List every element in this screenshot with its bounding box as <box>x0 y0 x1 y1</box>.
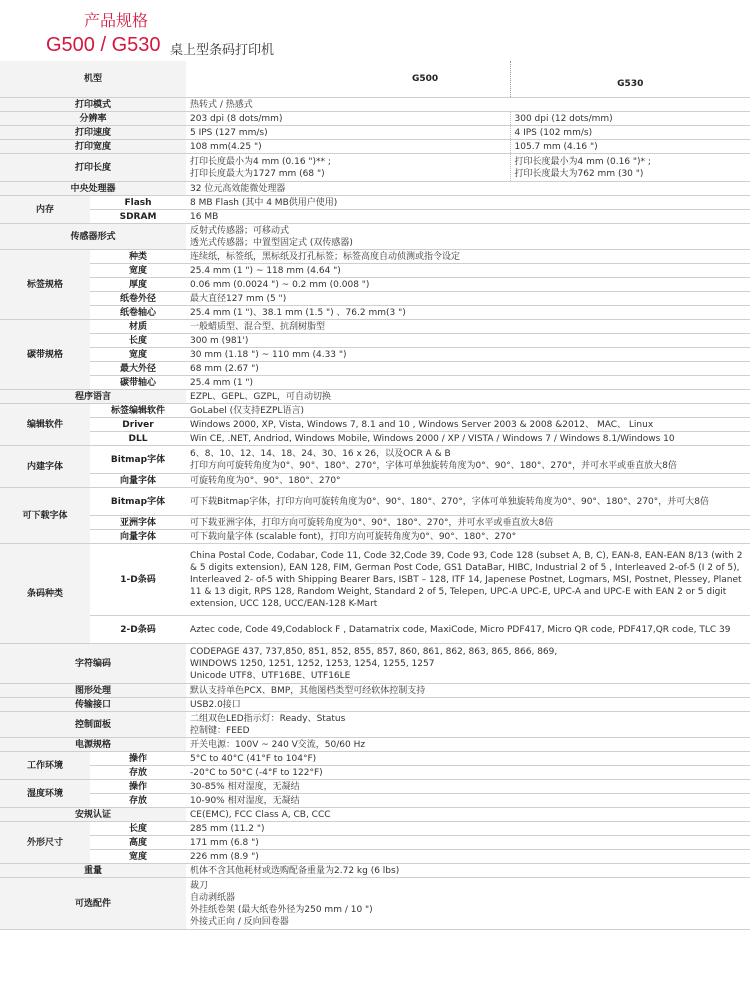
group-label: 内建字体 <box>0 446 90 488</box>
row-value <box>186 712 750 738</box>
page-title: 产品规格 <box>84 11 149 30</box>
sub-label: 操作 <box>90 752 186 766</box>
row-label: 打印长度 <box>0 154 186 182</box>
table-row <box>0 140 750 154</box>
row-label: 控制面板 <box>0 712 186 738</box>
table-row <box>0 850 750 864</box>
sub-label: 种类 <box>90 250 186 264</box>
row-label: 中央处理器 <box>0 182 186 196</box>
sub-label: 亚洲字体 <box>90 516 186 530</box>
table-row <box>0 278 750 292</box>
g530-value: 4 IPS (102 mm/s) <box>510 126 750 140</box>
g500-value: 203 dpi (8 dots/mm) <box>190 113 283 124</box>
row-value: Windows 2000, XP, Vista, Windows 7, 8.1 and 10 , Windows Server 2003 & 2008 &2012、 MAC、 Linux <box>190 419 654 430</box>
sub-label: 1-D条码 <box>90 544 186 616</box>
line: 反射式传感器；可移动式 <box>190 225 290 236</box>
line: Unicode UTF8、UTF16BE、UTF16LE <box>190 670 351 681</box>
table-row <box>0 306 750 320</box>
row-value: Win CE, .NET, Andriod, Windows Mobile, Windows 2000 / XP / VISTA / Windows 7 / Windows 8.1/Windows 10 <box>190 433 675 444</box>
sub-label: 存放 <box>90 794 186 808</box>
row-value: 30 mm (1.18 ") ~ 110 mm (4.33 ") <box>190 349 347 360</box>
row-value: 300 m (981') <box>190 335 249 346</box>
table-row <box>0 210 750 224</box>
row-label: 重量 <box>0 864 186 878</box>
table-row <box>0 264 750 278</box>
g500-value: 108 mm(4.25 ") <box>190 141 262 152</box>
sub-label: 厚度 <box>90 278 186 292</box>
table-header-row <box>0 61 750 98</box>
row-value: 25.4 mm (1 ") <box>190 377 254 388</box>
row-value <box>186 446 750 474</box>
row-value: 可下载亚洲字体，打印方向可旋转角度为0°、90°、180°、270°，并可水平或垂直放大8倍 <box>190 517 554 528</box>
table-row <box>0 362 750 376</box>
row-value: 30-85% 相对湿度，无凝结 <box>190 781 300 792</box>
row-value: 可旋转角度为0°、90°、180°、270° <box>190 475 341 486</box>
row-value: CE(EMC), FCC Class A, CB, CCC <box>190 809 331 820</box>
table-row <box>0 530 750 544</box>
line: 裁刀 <box>190 880 209 891</box>
sub-label: 存放 <box>90 766 186 780</box>
table-row <box>0 112 750 126</box>
table-row <box>0 334 750 348</box>
group-label: 湿度环境 <box>0 780 90 808</box>
g500-header: G500 <box>186 61 510 98</box>
table-row <box>0 418 750 432</box>
sub-label: 材质 <box>90 320 186 334</box>
table-row <box>0 644 750 684</box>
group-label: 标签规格 <box>0 250 90 320</box>
row-value: 171 mm (6.8 ") <box>190 837 259 848</box>
sub-label: 最大外径 <box>90 362 186 376</box>
sub-label: Bitmap字体 <box>90 446 186 474</box>
g530-value: 300 dpi (12 dots/mm) <box>510 112 750 126</box>
g500-value <box>186 154 510 182</box>
row-value <box>186 878 750 930</box>
line: 自动剥纸器 <box>190 892 236 903</box>
row-value: 226 mm (8.9 ") <box>190 851 259 862</box>
product-subtitle: 桌上型条码打印机 <box>170 43 275 58</box>
sub-label: Driver <box>90 418 186 432</box>
spec-table <box>0 61 750 930</box>
g530-header: G530 <box>617 79 644 89</box>
row-label: 可选配件 <box>0 878 186 930</box>
sub-label: 碳带轴心 <box>90 376 186 390</box>
row-label: 图形处理 <box>0 684 186 698</box>
row-value: 25.4 mm (1 ") ~ 118 mm (4.64 ") <box>190 265 341 276</box>
sub-label: 高度 <box>90 836 186 850</box>
row-label: 打印速度 <box>0 126 186 140</box>
sub-label: 长度 <box>90 334 186 348</box>
model-name: G500 / G530 <box>46 34 161 56</box>
sub-label: 纸卷轴心 <box>90 306 186 320</box>
table-row <box>0 196 750 210</box>
g530-value: 105.7 mm (4.16 ") <box>510 140 750 154</box>
row-value: China Postal Code, Codabar, Code 11, Code 32,Code 39, Code 93, Code 128 (subset A, B, C), EAN-8, EAN-EAN 8/13 (with 2 & 5 digits extension), EAN 128, FIM, German Post Code, GS1 DataBar, HIBC, Industrial 2 of 5 , Interleaved 2-of-5 (I 2 of 5), Interleaved 2- of-5 with Shipping Bearer Bars, ISBT – 128, ITF 14, Japenese Postnet, Logmars, MSI, Postnet, Plessey, Planet 11 & 13 digit, RPS 128, Random Weight, Standard 2 of 5, Telepen, UPC-A UPC-E, UPC-A and UPC-E with EAN 2 or 5 digit extension, UCC 128, UCC/EAN-128 K-Mart <box>190 550 743 609</box>
row-label: 分辨率 <box>0 112 186 126</box>
table-row <box>0 292 750 306</box>
row-value: 8 MB Flash (其中 4 MB供用户使用) <box>190 197 338 208</box>
row-value: 连续纸，标签纸，黑标纸及打孔标签；标签高度自动侦测或指令设定 <box>190 251 461 262</box>
group-label: 碳带规格 <box>0 320 90 390</box>
line: 打印长度最小为4 mm (0.16 ")* ; <box>514 156 651 167</box>
sub-label: Flash <box>90 196 186 210</box>
table-row <box>0 544 750 616</box>
sub-label: 宽度 <box>90 850 186 864</box>
row-value: 285 mm (11.2 ") <box>190 823 265 834</box>
sub-label: 宽度 <box>90 264 186 278</box>
sub-label: Bitmap字体 <box>90 488 186 516</box>
g530-value <box>510 154 750 182</box>
group-label: 外形尺寸 <box>0 822 90 864</box>
table-row <box>0 488 750 516</box>
row-value: 可下载向量字体 (scalable font)，打印方向可旋转角度为0°、90°、180°、270° <box>190 531 517 542</box>
line: CODEPAGE 437, 737,850, 851, 852, 855, 857, 860, 861, 862, 863, 865, 866, 869, <box>190 646 558 657</box>
table-row <box>0 474 750 488</box>
table-row <box>0 698 750 712</box>
table-row <box>0 98 750 112</box>
sub-label: 长度 <box>90 822 186 836</box>
g500-value: 5 IPS (127 mm/s) <box>190 127 268 138</box>
row-value: USB2.0接口 <box>190 699 241 710</box>
sub-label: 向量字体 <box>90 530 186 544</box>
row-label: 安规认证 <box>0 808 186 822</box>
table-row <box>0 616 750 644</box>
line: 打印长度最大为762 mm (30 ") <box>514 168 644 179</box>
line: 打印长度最大为1727 mm (68 ") <box>190 168 325 179</box>
row-value: EZPL、GEPL、GZPL，可自动切换 <box>190 391 331 402</box>
line: 外挂纸卷架 (最大纸卷外径为250 mm / 10 ") <box>190 904 373 915</box>
sub-label: SDRAM <box>90 210 186 224</box>
row-value: 默认支持单色PCX、BMP，其他图档类型可经软体控制支持 <box>190 685 426 696</box>
table-row <box>0 836 750 850</box>
row-label: 传输接口 <box>0 698 186 712</box>
sub-label: 纸卷外径 <box>90 292 186 306</box>
table-row <box>0 126 750 140</box>
table-row <box>0 808 750 822</box>
table-row <box>0 864 750 878</box>
row-value: 25.4 mm (1 ")、38.1 mm (1.5 ") 、76.2 mm(3 ") <box>190 307 406 318</box>
row-label: 程序语言 <box>0 390 186 404</box>
sub-label: 向量字体 <box>90 474 186 488</box>
line: WINDOWS 1250, 1251, 1252, 1253, 1254, 1255, 1257 <box>190 658 435 669</box>
table-row <box>0 250 750 264</box>
table-row <box>0 780 750 794</box>
sub-label: 标签编辑软件 <box>90 404 186 418</box>
sub-label: 2-D条码 <box>90 616 186 644</box>
table-row <box>0 822 750 836</box>
row-value <box>186 224 750 250</box>
group-label: 条码种类 <box>0 544 90 644</box>
group-label: 工作环境 <box>0 752 90 780</box>
line: 6、8、10、12、14、18、24、30、16 x 26，以及OCR A & B <box>190 448 451 459</box>
row-value: 32 位元高效能微处理器 <box>190 183 286 194</box>
row-value: 0.06 mm (0.0024 ") ~ 0.2 mm (0.008 ") <box>190 279 370 290</box>
line: 外接式正向 / 反向回卷器 <box>190 916 289 927</box>
row-value: 16 MB <box>190 211 219 222</box>
group-label: 内存 <box>0 196 90 224</box>
table-row <box>0 320 750 334</box>
sub-label: DLL <box>90 432 186 446</box>
table-row <box>0 154 750 182</box>
row-value: 68 mm (2.67 ") <box>190 363 259 374</box>
row-value: Aztec code, Code 49,Codablock F , Datamatrix code, MaxiCode, Micro PDF417, Micro QR code, PDF417,QR code, TLC 39 <box>190 624 731 635</box>
table-row <box>0 446 750 474</box>
table-row <box>0 878 750 930</box>
table-row <box>0 404 750 418</box>
line: 打印长度最小为4 mm (0.16 ")** ; <box>190 156 331 167</box>
row-label: 打印宽度 <box>0 140 186 154</box>
sub-label: 操作 <box>90 780 186 794</box>
table-row <box>0 348 750 362</box>
table-row <box>0 738 750 752</box>
row-value: 机体不含其他耗材或选购配备重量为2.72 kg (6 lbs) <box>190 865 400 876</box>
table-row <box>0 752 750 766</box>
row-value: -20°C to 50°C (-4°F to 122°F) <box>190 767 323 778</box>
table-row <box>0 712 750 738</box>
sub-label: 宽度 <box>90 348 186 362</box>
row-value: 5°C to 40°C (41°F to 104°F) <box>190 753 317 764</box>
table-row <box>0 376 750 390</box>
line: 透光式传感器；中置型固定式 (双传感器) <box>190 237 353 248</box>
row-label: 传感器形式 <box>0 224 186 250</box>
table-row <box>0 432 750 446</box>
table-row <box>0 224 750 250</box>
row-value: GoLabel (仅支持EZPL语言) <box>190 405 304 416</box>
table-row <box>0 794 750 808</box>
table-row <box>0 766 750 780</box>
table-row <box>0 182 750 196</box>
group-label: 可下载字体 <box>0 488 90 544</box>
row-value <box>186 644 750 684</box>
table-row <box>0 516 750 530</box>
row-value: 一般蜡质型、混合型、抗刮树脂型 <box>190 321 326 332</box>
row-value: 热转式 / 热感式 <box>190 99 253 110</box>
row-label: 电源规格 <box>0 738 186 752</box>
row-value: 10-90% 相对湿度，无凝结 <box>190 795 300 806</box>
row-label: 打印模式 <box>0 98 186 112</box>
row-label: 字符编码 <box>0 644 186 684</box>
line: 二组双色LED指示灯：Ready、Status <box>190 713 346 724</box>
table-row <box>0 684 750 698</box>
row-value: 最大直径127 mm (5 ") <box>190 293 287 304</box>
model-header: 机型 <box>0 61 186 98</box>
line: 控制键：FEED <box>190 725 250 736</box>
table-row <box>0 390 750 404</box>
group-label: 编辑软件 <box>0 404 90 446</box>
row-value: 可下载Bitmap字体，打印方向可旋转角度为0°、90°、180°、270°，字体可单独旋转角度为0°、90°、180°、270°，并可大8倍 <box>190 496 710 507</box>
row-value: 开关电源：100V ~ 240 V交流，50/60 Hz <box>190 739 366 750</box>
line: 打印方向可旋转角度为0°、90°、180°、270°，字体可单独旋转角度为0°、90°、180°、270°，并可水平或垂直放大8倍 <box>190 460 677 471</box>
